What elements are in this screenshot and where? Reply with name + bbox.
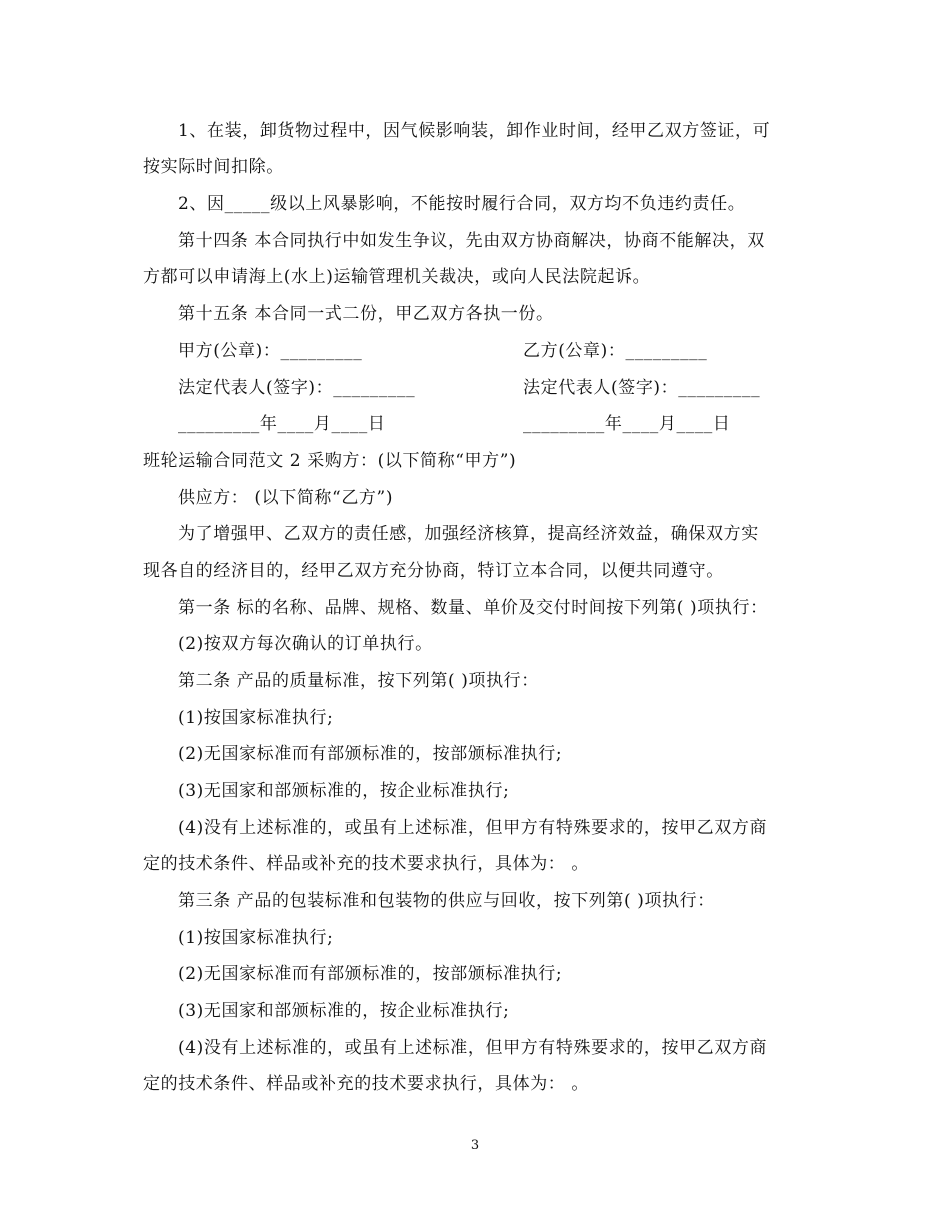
party-b-seal-field: 乙方(公章)：_________ [523,341,708,361]
clause-text-line: 第二条 产品的质量标准，按下列第( )项执行： [178,671,539,691]
party-a-seal-field: 甲方(公章)：_________ [178,341,363,361]
clause-text-line: (2)无国家标准而有部颁标准的，按部颁标准执行; [178,744,563,764]
clause-text-line: (2)按双方每次确认的订单执行。 [178,634,433,654]
section-heading-line: 班轮运输合同范文 2 采购方：(以下简称“甲方”) [143,451,517,471]
party-a-representative-field: 法定代表人(签字)：_________ [178,378,416,398]
clause-text-line: 定的技术条件、样品或补充的技术要求执行，具体为： 。 [143,1074,590,1094]
page-number: 3 [470,1138,480,1153]
clause-text-line: 1、在装，卸货物过程中，因气候影响装，卸作业时间，经甲乙双方签证，可 [178,121,771,141]
clause-text-line: (1)按国家标准执行; [178,708,334,728]
party-b-representative-field: 法定代表人(签字)：_________ [523,378,761,398]
party-a-date-field: _________年____月____日 [178,414,386,434]
clause-text-line: 定的技术条件、样品或补充的技术要求执行，具体为： 。 [143,854,590,874]
clause-text-line: (1)按国家标准执行; [178,928,334,948]
clause-text-line: (4)没有上述标准的，或虽有上述标准，但甲方有特殊要求的，按甲乙双方商 [178,818,768,838]
clause-text-line: 方都可以申请海上(水上)运输管理机关裁决，或向人民法院起诉。 [143,267,651,287]
party-b-date-field: _________年____月____日 [523,414,731,434]
clause-text-line: 为了增强甲、乙双方的责任感，加强经济核算，提高经济效益，确保双方实 [178,524,759,544]
clause-text-line: 第十五条 本合同一式二份，甲乙双方各执一份。 [178,304,554,324]
clause-text-line: 第十四条 本合同执行中如发生争议，先由双方协商解决，协商不能解决，双 [178,231,765,251]
clause-text-line: (3)无国家和部颁标准的，按企业标准执行; [178,781,510,801]
clause-text-line: (2)无国家标准而有部颁标准的，按部颁标准执行; [178,964,563,984]
clause-text-line: (3)无国家和部颁标准的，按企业标准执行; [178,1001,510,1021]
clause-text-line: (4)没有上述标准的，或虽有上述标准，但甲方有特殊要求的，按甲乙双方商 [178,1038,768,1058]
clause-text-line: 第一条 标的名称、品牌、规格、数量、单价及交付时间按下列第( )项执行： [178,598,768,618]
clause-text-line: 按实际时间扣除。 [143,157,284,177]
clause-text-line: 第三条 产品的包装标准和包装物的供应与回收，按下列第( )项执行： [178,891,715,911]
clause-text-line: 供应方： (以下简称“乙方”) [178,488,394,508]
clause-text-line: 现各自的经济目的，经甲乙双方充分协商，特订立本合同，以便共同遵守。 [143,561,724,581]
clause-text-line: 2、因_____级以上风暴影响，不能按时履行合同，双方均不负违约责任。 [178,194,746,214]
